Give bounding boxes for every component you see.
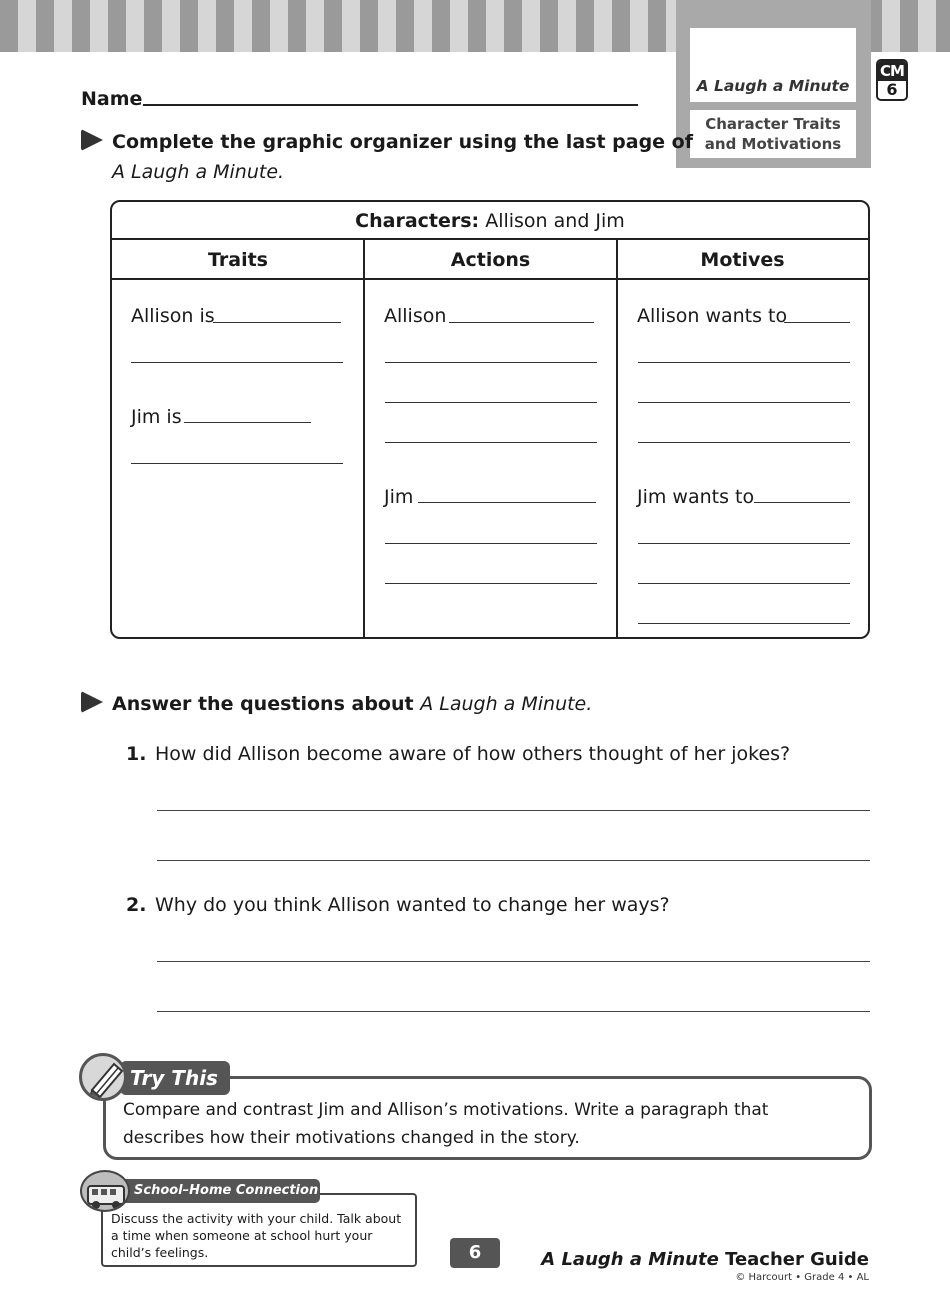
characters-label: Characters: bbox=[355, 210, 480, 232]
write-line[interactable] bbox=[638, 362, 850, 363]
traits-jim-label: Jim is bbox=[131, 406, 182, 428]
cm-badge-label: CM bbox=[878, 61, 906, 81]
motives-allison-label: Allison wants to bbox=[637, 305, 788, 327]
answer-line[interactable] bbox=[157, 961, 870, 962]
skill-line-2: and Motivations bbox=[704, 135, 842, 153]
school-bus-icon bbox=[80, 1170, 130, 1212]
arrow-bullet-icon bbox=[81, 129, 103, 151]
name-field[interactable] bbox=[143, 104, 638, 106]
cm-badge bbox=[876, 59, 908, 101]
write-line[interactable] bbox=[754, 502, 850, 503]
write-line[interactable] bbox=[638, 442, 850, 443]
school-home-line-3: child’s feelings. bbox=[111, 1245, 209, 1260]
name-label: Name bbox=[81, 88, 143, 110]
column-divider bbox=[363, 240, 365, 637]
skill-box bbox=[690, 110, 856, 158]
characters-row bbox=[112, 202, 868, 240]
write-line[interactable] bbox=[385, 583, 597, 584]
instruction-2-text: Answer the questions about bbox=[112, 693, 414, 715]
write-line[interactable] bbox=[638, 623, 850, 624]
question-number: 2. bbox=[126, 894, 147, 916]
write-line[interactable] bbox=[638, 543, 850, 544]
write-line[interactable] bbox=[385, 442, 597, 443]
instruction-1-title: A Laugh a Minute. bbox=[112, 161, 285, 183]
write-line[interactable] bbox=[385, 543, 597, 544]
question-number: 1. bbox=[126, 743, 147, 765]
story-title: A Laugh a Minute bbox=[696, 77, 850, 95]
column-divider bbox=[616, 240, 618, 637]
write-line[interactable] bbox=[131, 463, 343, 464]
write-line[interactable] bbox=[418, 502, 596, 503]
column-header-actions: Actions bbox=[364, 240, 617, 280]
write-line[interactable] bbox=[784, 322, 850, 323]
write-line[interactable] bbox=[449, 322, 594, 323]
pencil-icon bbox=[79, 1053, 127, 1101]
school-home-label: School–Home Connection bbox=[120, 1179, 320, 1203]
write-line[interactable] bbox=[385, 402, 597, 403]
school-home-line-1: Discuss the activity with your child. Talk about bbox=[111, 1211, 402, 1226]
actions-allison-label: Allison bbox=[384, 305, 447, 327]
instruction-2 bbox=[112, 693, 592, 715]
try-this-label: Try This bbox=[120, 1061, 230, 1095]
column-header-traits: Traits bbox=[112, 240, 364, 280]
copyright: © Harcourt • Grade 4 • AL bbox=[735, 1272, 869, 1283]
write-line[interactable] bbox=[184, 422, 311, 423]
graphic-organizer bbox=[110, 200, 870, 639]
question-text: How did Allison become aware of how others thought of her jokes? bbox=[155, 743, 791, 765]
write-line[interactable] bbox=[213, 322, 341, 323]
story-title-box bbox=[690, 28, 856, 102]
footer-title bbox=[541, 1249, 869, 1270]
answer-line[interactable] bbox=[157, 810, 870, 811]
column-header-motives: Motives bbox=[617, 240, 868, 280]
cm-badge-number: 6 bbox=[886, 80, 898, 99]
answer-line[interactable] bbox=[157, 860, 870, 861]
footer-title-rest: Teacher Guide bbox=[718, 1249, 869, 1270]
write-line[interactable] bbox=[638, 402, 850, 403]
footer-title-italic: A Laugh a Minute bbox=[541, 1249, 719, 1270]
arrow-bullet-icon bbox=[81, 691, 103, 713]
skill-line-1: Character Traits bbox=[705, 115, 841, 133]
page-number: 6 bbox=[450, 1238, 500, 1268]
question-text: Why do you think Allison wanted to change her ways? bbox=[155, 894, 670, 916]
write-line[interactable] bbox=[385, 362, 597, 363]
try-this-line-2: describes how their motivations changed in the story. bbox=[123, 1128, 580, 1148]
motives-jim-label: Jim wants to bbox=[637, 486, 755, 508]
instruction-1: Complete the graphic organizer using the last page of bbox=[112, 131, 693, 153]
write-line[interactable] bbox=[638, 583, 850, 584]
actions-jim-label: Jim bbox=[384, 486, 414, 508]
answer-line[interactable] bbox=[157, 1011, 870, 1012]
instruction-2-title: A Laugh a Minute. bbox=[420, 693, 593, 715]
school-home-line-2: a time when someone at school hurt your bbox=[111, 1228, 373, 1243]
write-line[interactable] bbox=[131, 362, 343, 363]
characters-value: Allison and Jim bbox=[485, 210, 625, 232]
traits-allison-label: Allison is bbox=[131, 305, 215, 327]
try-this-line-1: Compare and contrast Jim and Allison’s motivations. Write a paragraph that bbox=[123, 1100, 769, 1120]
